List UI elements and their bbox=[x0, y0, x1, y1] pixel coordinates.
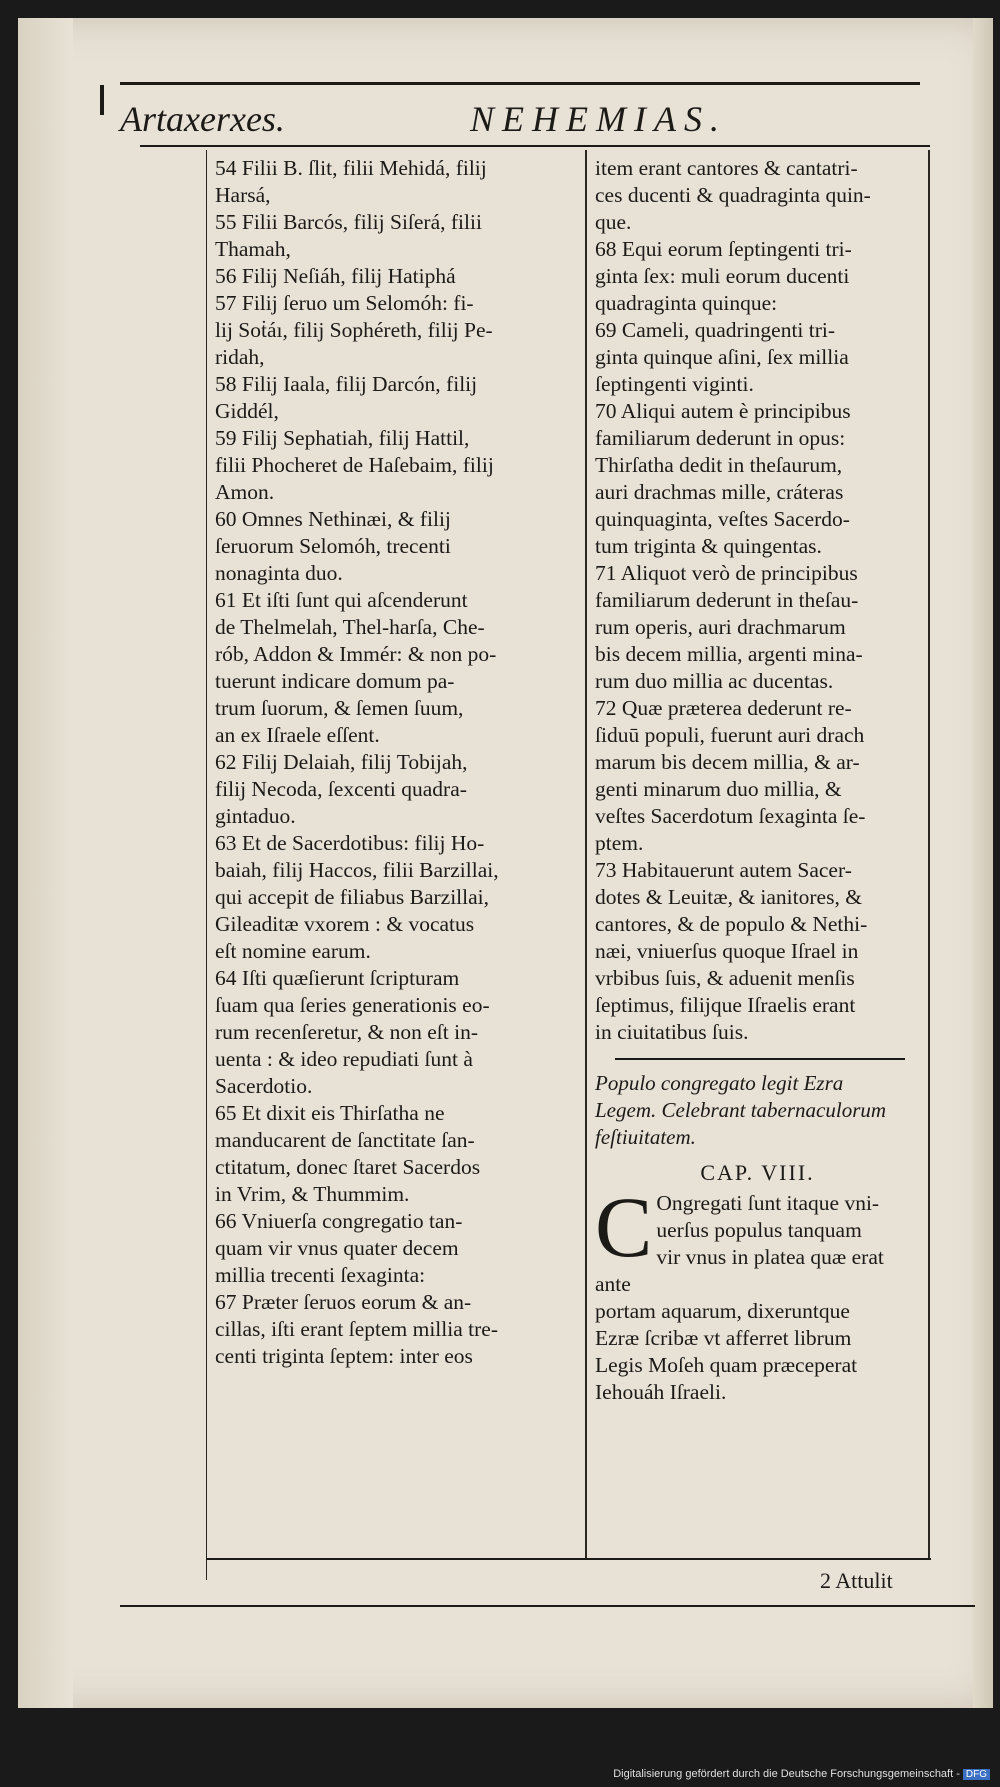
verse-line: item erant cantores & cantatri- bbox=[595, 156, 858, 180]
verse-line: tum triginta & quingentas. bbox=[595, 534, 822, 558]
verse-line: ridah, bbox=[215, 345, 265, 369]
verse-line: lij Soṫáı, filij Sophéreth, filij Pe- bbox=[215, 318, 493, 342]
page-edge bbox=[973, 18, 993, 1708]
verse-line: 72 Quæ præterea dederunt re- bbox=[595, 696, 852, 720]
verse-line: ces ducenti & quadraginta quin- bbox=[595, 183, 871, 207]
verse-line: ginta ſex: muli eorum ducenti bbox=[595, 264, 850, 288]
verse-line: ptem. bbox=[595, 831, 644, 855]
verse-line: qui accepit de filiabus Barzillai, bbox=[215, 885, 490, 909]
verse-line: auri drachmas mille, cráteras bbox=[595, 480, 844, 504]
verse-line: 70 Aliqui autem è principibus bbox=[595, 399, 851, 423]
verse-line: ctitatum, donec ſtaret Sacerdos bbox=[215, 1155, 481, 1179]
right-column-verses bbox=[595, 155, 920, 1046]
header-rule-bottom bbox=[140, 145, 930, 147]
footer-rule bbox=[206, 1558, 931, 1560]
verse-line: 69 Cameli, quadringenti tri- bbox=[595, 318, 836, 342]
chapter-summary bbox=[595, 1070, 920, 1151]
chapter-line: vir vnus in platea quæ erat ante bbox=[595, 1245, 884, 1296]
verse-line: dotes & Leuitæ, & ianitores, & bbox=[595, 885, 862, 909]
verse-line: rum duo millia ac ducentas. bbox=[595, 669, 834, 693]
verse-line: 68 Equi eorum ſeptingenti tri- bbox=[595, 237, 852, 261]
verse-line: que. bbox=[595, 210, 632, 234]
verse-line: baiah, filij Haccos, filii Barzillai, bbox=[215, 858, 499, 882]
verse-line: Harsá, bbox=[215, 183, 271, 207]
verse-line: ſiduū populi, fuerunt auri drach bbox=[595, 723, 865, 747]
chapter-summary-line: Legem. Celebrant tabernaculorum bbox=[595, 1098, 887, 1122]
verse-line: 56 Filij Neſiáh, filij Hatiphá bbox=[215, 264, 456, 288]
verse-line: cantores, & de populo & Nethi- bbox=[595, 912, 868, 936]
column-border-right bbox=[928, 150, 930, 1560]
chapter-line: Iehouáh Iſraeli. bbox=[595, 1380, 727, 1404]
verse-line: 57 Filij ſeruo um Selomóh: fi- bbox=[215, 291, 474, 315]
verse-line: gintaduo. bbox=[215, 804, 296, 828]
verse-line: familiarum dederunt in theſau- bbox=[595, 588, 859, 612]
verse-line: 54 Filii B. ſlit, filii Mehidá, filij bbox=[215, 156, 487, 180]
verse-line: eſt nomine earum. bbox=[215, 939, 371, 963]
verse-line: 64 Iſti quæſierunt ſcripturam bbox=[215, 966, 460, 990]
verse-line: 58 Filij Iaala, filij Darcón, filij bbox=[215, 372, 478, 396]
verse-line: Amon. bbox=[215, 480, 275, 504]
verse-line: bis decem millia, argenti mina- bbox=[595, 642, 863, 666]
margin-ornament bbox=[100, 85, 104, 115]
verse-line: rób, Addon & Immér: & non po- bbox=[215, 642, 497, 666]
verse-line: Giddél, bbox=[215, 399, 279, 423]
verse-line: uenta : & ideo repudiati ſunt à bbox=[215, 1047, 473, 1071]
credit-text: Digitalisierung gefördert durch die Deutsche Forschungsgemeinschaft - bbox=[613, 1768, 960, 1780]
header-rule-top bbox=[120, 82, 920, 85]
chapter-body bbox=[595, 1179, 920, 1406]
verse-line: Sacerdotio. bbox=[215, 1074, 313, 1098]
verse-line: rum recenſeretur, & non eſt in- bbox=[215, 1020, 479, 1044]
verse-line: nonaginta duo. bbox=[215, 561, 343, 585]
verse-line: ſeruorum Selomóh, trecenti bbox=[215, 534, 451, 558]
chapter-heading: CAP. VIII. bbox=[700, 1160, 815, 1185]
chapter-summary-line: Populo congregato legit Ezra bbox=[595, 1071, 844, 1095]
verse-line: 55 Filii Barcós, filij Siſerá, filii bbox=[215, 210, 482, 234]
verse-line: 62 Filij Delaiah, filij Tobijah, bbox=[215, 750, 468, 774]
verse-line: 59 Filij Sephatiah, filij Hattil, bbox=[215, 426, 470, 450]
verse-line: Thamah, bbox=[215, 237, 291, 261]
bottom-rule bbox=[120, 1605, 975, 1607]
verse-line: cillas, iſti erant ſeptem millia tre- bbox=[215, 1317, 498, 1341]
verse-line: tuerunt indicare domum pa- bbox=[215, 669, 455, 693]
verse-line: ſeptimus, filijque Iſraelis erant bbox=[595, 993, 856, 1017]
verse-line: 65 Et dixit eis Thirſatha ne bbox=[215, 1101, 445, 1125]
verse-line: Thirſatha dedit in theſaurum, bbox=[595, 453, 843, 477]
chapter-summary-line: feſtiuitatem. bbox=[595, 1125, 696, 1149]
verse-line: 61 Et iſti ſunt qui aſcenderunt bbox=[215, 588, 468, 612]
verse-line: trum ſuorum, & ſemen ſuum, bbox=[215, 696, 464, 720]
verse-line: rum operis, auri drachmarum bbox=[595, 615, 846, 639]
verse-line: familiarum dederunt in opus: bbox=[595, 426, 846, 450]
verse-line: vrbibus ſuis, & aduenit menſis bbox=[595, 966, 855, 990]
verse-line: an ex Iſraele eſſent. bbox=[215, 723, 380, 747]
column-divider bbox=[585, 150, 587, 1560]
catchword: 2 Attulit bbox=[820, 1568, 893, 1593]
dfg-logo: DFG bbox=[963, 1769, 990, 1780]
section-rule bbox=[615, 1058, 905, 1060]
verse-line: quinquaginta, veſtes Sacerdo- bbox=[595, 507, 850, 531]
page-gutter bbox=[18, 18, 73, 1708]
verse-line: millia trecenti ſexaginta: bbox=[215, 1263, 426, 1287]
verse-line: in Vrim, & Thummim. bbox=[215, 1182, 410, 1206]
verse-line: quadraginta quinque: bbox=[595, 291, 778, 315]
right-column bbox=[595, 155, 920, 1406]
verse-line: veſtes Sacerdotum ſexaginta ſe- bbox=[595, 804, 866, 828]
verse-line: ginta quinque aſini, ſex millia bbox=[595, 345, 849, 369]
verse-line: 63 Et de Sacerdotibus: filij Ho- bbox=[215, 831, 485, 855]
chapter-line: Ezræ ſcribæ vt afferret librum bbox=[595, 1326, 852, 1350]
chapter-line: Ongregati ſunt itaque vni- bbox=[656, 1191, 880, 1215]
verse-line: 73 Habitauerunt autem Sacer- bbox=[595, 858, 852, 882]
verse-line: in ciuitatibus ſuis. bbox=[595, 1020, 749, 1044]
verse-line: 60 Omnes Nethinæi, & filij bbox=[215, 507, 451, 531]
running-head-title: NEHEMIAS. bbox=[470, 99, 727, 139]
verse-line: 71 Aliquot verò de principibus bbox=[595, 561, 858, 585]
verse-line: ſuam qua ſeries generationis eo- bbox=[215, 993, 490, 1017]
verse-line: ſeptingenti viginti. bbox=[595, 372, 754, 396]
verse-line: 67 Præter ſeruos eorum & an- bbox=[215, 1290, 472, 1314]
verse-line: 66 Vniuerſa congregatio tan- bbox=[215, 1209, 463, 1233]
verse-line: næi, vniuerſus quoque Iſrael in bbox=[595, 939, 859, 963]
verse-line: centi triginta ſeptem: inter eos bbox=[215, 1344, 473, 1368]
column-border-left bbox=[206, 150, 207, 1580]
verse-line: genti minarum duo millia, & bbox=[595, 777, 842, 801]
digitization-credit bbox=[613, 1768, 990, 1780]
chapter-line: uerſus populus tanquam bbox=[656, 1218, 862, 1242]
chapter-line: Legis Moſeh quam præceperat bbox=[595, 1353, 858, 1377]
drop-capital: C bbox=[595, 1179, 653, 1275]
chapter-line: portam aquarum, dixeruntque bbox=[595, 1299, 850, 1323]
running-head-left: Artaxerxes. bbox=[120, 99, 285, 139]
verse-line: filij Necoda, ſexcenti quadra- bbox=[215, 777, 467, 801]
verse-line: quam vir vnus quater decem bbox=[215, 1236, 459, 1260]
verse-line: marum bis decem millia, & ar- bbox=[595, 750, 860, 774]
verse-line: filii Phocheret de Haſebaim, filij bbox=[215, 453, 494, 477]
left-column bbox=[215, 155, 580, 1370]
verse-line: Gileaditæ vxorem : & vocatus bbox=[215, 912, 475, 936]
verse-line: de Thelmelah, Thel-harſa, Che- bbox=[215, 615, 485, 639]
verse-line: manducarent de ſanctitate ſan- bbox=[215, 1128, 475, 1152]
